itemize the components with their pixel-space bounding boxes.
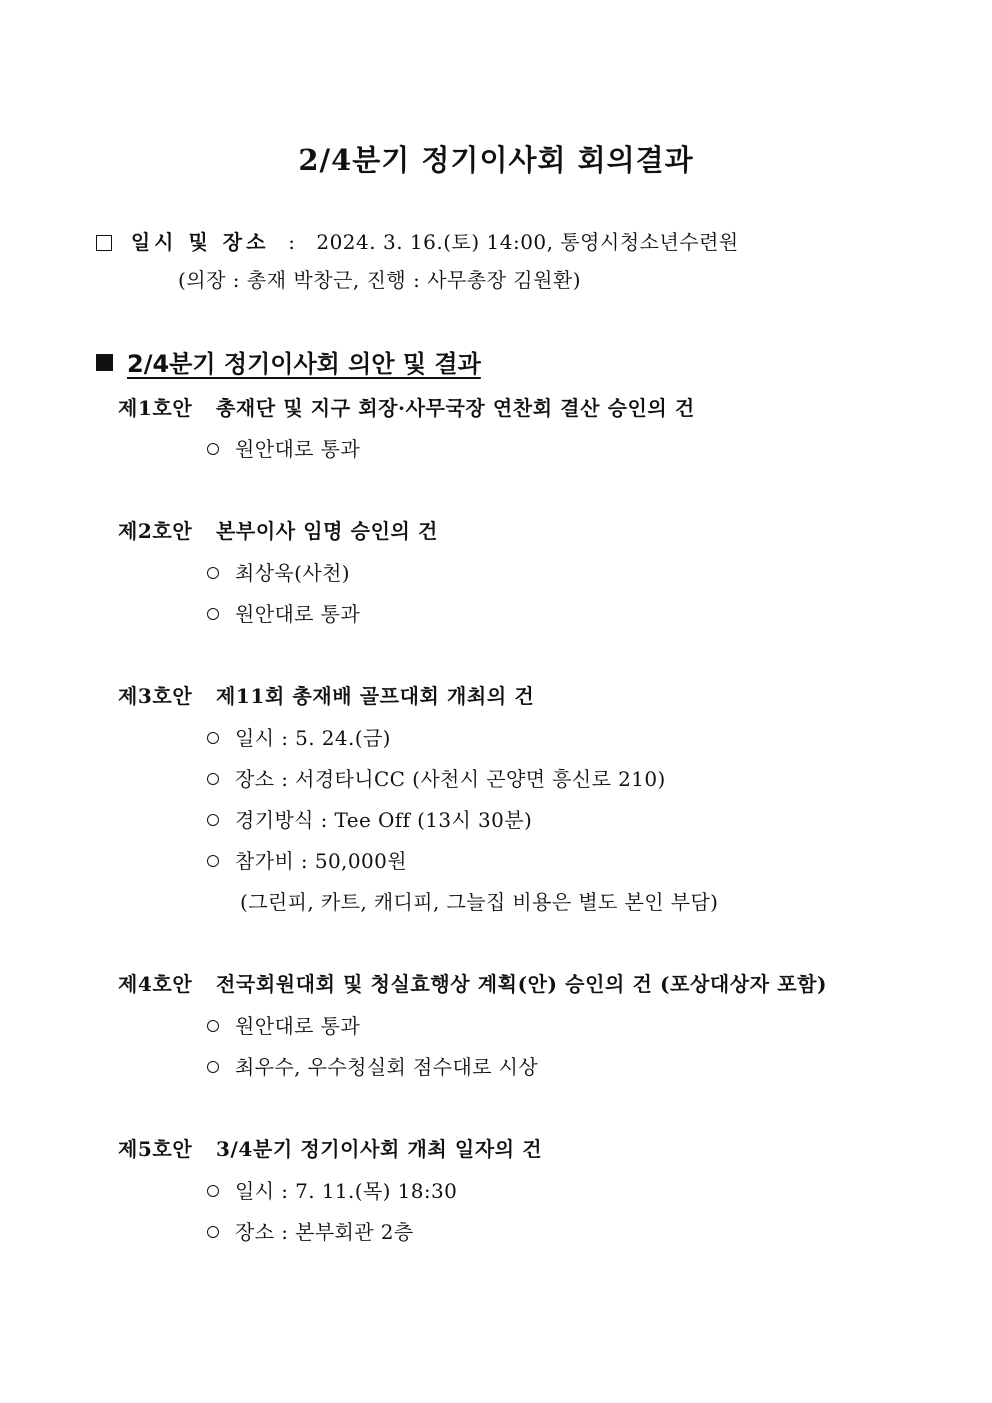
list-item-text: 원안대로 통과: [235, 1014, 361, 1038]
section-heading-text: 2/4분기 정기이사회 의안 및 결과: [127, 350, 481, 378]
list-item: [207, 763, 666, 792]
circle-bullet-icon: [207, 443, 219, 455]
list-item: [207, 845, 407, 874]
meeting-info-separator: :: [288, 230, 296, 254]
document-title: 2/4분기 정기이사회 회의결과: [298, 143, 694, 177]
circle-bullet-icon: [207, 855, 219, 867]
circle-bullet-icon: [207, 814, 219, 826]
circle-bullet-icon: [207, 1061, 219, 1073]
list-item: [207, 1175, 457, 1204]
empty-checkbox-icon: [96, 235, 112, 251]
list-item-text: 경기방식 : Tee Off (13시 30분): [235, 808, 533, 832]
agenda-number: 제1호안: [118, 396, 193, 420]
agenda-5-title: [118, 1133, 542, 1162]
list-item-text: 일시 : 7. 11.(목) 18:30: [235, 1179, 458, 1203]
list-item-text: 최우수, 우수청실회 점수대로 시상: [235, 1055, 539, 1079]
meeting-info-value: 2024. 3. 16.(토) 14:00, 통영시청소년수련원: [316, 230, 739, 254]
filled-square-icon: [96, 354, 113, 371]
list-item-text: 원안대로 통과: [235, 602, 361, 626]
list-item: [207, 722, 391, 751]
section-heading: [96, 344, 481, 379]
meeting-chair-info: (의장 : 총재 박창근, 진행 : 사무총장 김원환): [178, 268, 582, 292]
agenda-2-title: [118, 515, 438, 544]
meeting-info-label: 일시 및 장소: [130, 230, 270, 254]
fee-note: (그린피, 카트, 캐디피, 그늘집 비용은 별도 본인 부담): [240, 890, 719, 914]
list-item-text: 일시 : 5. 24.(금): [235, 726, 391, 750]
circle-bullet-icon: [207, 567, 219, 579]
circle-bullet-icon: [207, 1020, 219, 1032]
circle-bullet-icon: [207, 732, 219, 744]
agenda-1-title: [118, 392, 695, 421]
agenda-4-title: [118, 968, 827, 997]
list-item: [207, 598, 360, 627]
list-item-text: 장소 : 본부회관 2층: [235, 1220, 414, 1244]
agenda-title-text: 총재단 및 지구 회장·사무국장 연찬회 결산 승인의 건: [216, 396, 695, 420]
list-item: [207, 433, 360, 462]
circle-bullet-icon: [207, 608, 219, 620]
list-item-text: 원안대로 통과: [235, 437, 361, 461]
circle-bullet-icon: [207, 773, 219, 785]
list-item-text: 참가비 : 50,000원: [235, 849, 407, 873]
list-item: [207, 1051, 538, 1080]
agenda-number: 제2호안: [118, 519, 193, 543]
agenda-number: 제5호안: [118, 1137, 193, 1161]
list-item: [207, 1010, 360, 1039]
list-item: [207, 557, 350, 586]
agenda-3-title: [118, 680, 534, 709]
agenda-number: 제3호안: [118, 684, 193, 708]
circle-bullet-icon: [207, 1226, 219, 1238]
meeting-info: [96, 226, 739, 255]
agenda-title-text: 제11회 총재배 골프대회 개최의 건: [216, 684, 535, 708]
list-item: [207, 804, 532, 833]
agenda-title-text: 전국회원대회 및 청실효행상 계획(안) 승인의 건 (포상대상자 포함): [216, 972, 828, 996]
circle-bullet-icon: [207, 1185, 219, 1197]
agenda-title-text: 3/4분기 정기이사회 개최 일자의 건: [216, 1137, 543, 1161]
list-item-text: 최상욱(사천): [235, 561, 351, 585]
list-item: [207, 1216, 414, 1245]
list-item-text: 장소 : 서경타니CC (사천시 곤양면 흥신로 210): [235, 767, 666, 791]
agenda-title-text: 본부이사 임명 승인의 건: [216, 519, 438, 543]
agenda-number: 제4호안: [118, 972, 193, 996]
